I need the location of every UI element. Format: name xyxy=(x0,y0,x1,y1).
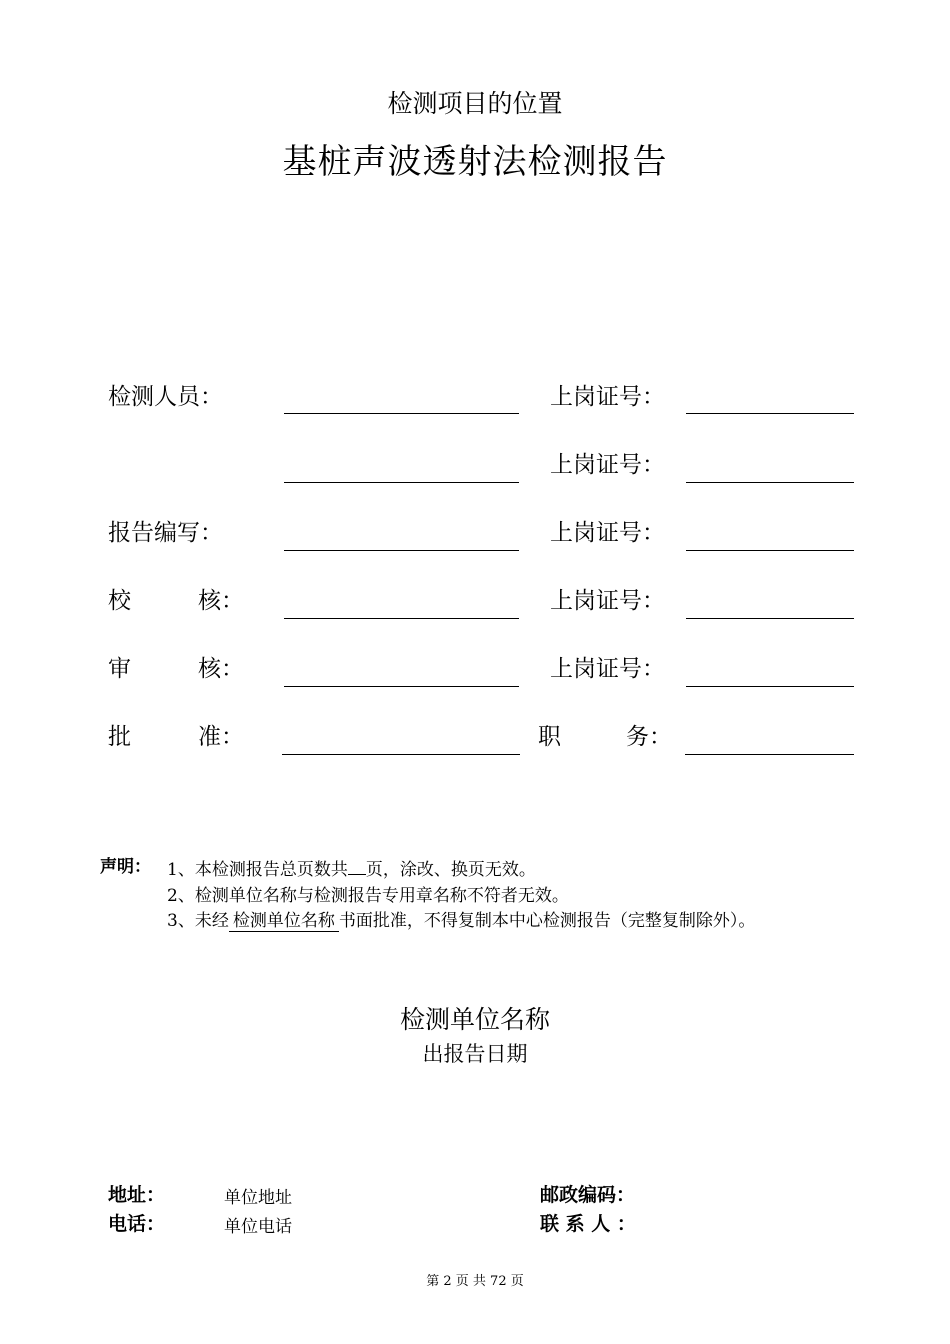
address-label: 地址： xyxy=(108,1184,166,1206)
report-date: 出报告日期 xyxy=(422,1042,528,1066)
cert-label-4: 上岗证号： xyxy=(550,588,665,614)
position-label-char-1: 职 xyxy=(538,724,561,750)
inspector-signature-line-2[interactable] xyxy=(284,482,519,483)
declaration-line-1-suffix: 页，涂改、换页无效。 xyxy=(365,860,536,880)
cert-number-line-5[interactable] xyxy=(686,686,854,687)
checker-label-char-2: 核： xyxy=(198,588,244,614)
approver-signature-line[interactable] xyxy=(282,754,520,755)
address-value: 单位地址 xyxy=(224,1188,292,1208)
page-number: 第 2 页 共 72 页 xyxy=(426,1274,524,1289)
report-title: 基桩声波透射法检测报告 xyxy=(282,142,668,182)
cert-number-line-4[interactable] xyxy=(686,618,854,619)
cert-label-5: 上岗证号： xyxy=(550,656,665,682)
phone-label: 电话： xyxy=(108,1213,166,1235)
cert-number-line-3[interactable] xyxy=(686,550,854,551)
declaration-line-2: 2、检测单位名称与检测报告专用章名称不符者无效。 xyxy=(167,886,569,906)
declaration-heading: 声明： xyxy=(100,857,151,877)
postcode-label: 邮政编码： xyxy=(540,1184,636,1206)
cert-label-2: 上岗证号： xyxy=(550,452,665,478)
declaration-line-3 xyxy=(167,906,755,932)
contact-label: 联 系 人 ： xyxy=(540,1213,636,1235)
page-count-blank[interactable] xyxy=(348,858,366,875)
declaration-org-name: 检测单位名称 xyxy=(229,906,339,932)
declaration-line-3-prefix: 3、未经 xyxy=(167,911,229,931)
reviewer-label-char-2: 核： xyxy=(198,656,244,682)
cert-label-1: 上岗证号： xyxy=(550,384,665,410)
issuer-org-name: 检测单位名称 xyxy=(399,1005,550,1034)
inspector-label: 检测人员： xyxy=(108,384,223,410)
writer-signature-line[interactable] xyxy=(284,550,519,551)
report-subtitle: 检测项目的位置 xyxy=(387,89,563,118)
reviewer-signature-line[interactable] xyxy=(284,686,519,687)
approver-label-char-1: 批 xyxy=(108,724,131,750)
cert-label-3: 上岗证号： xyxy=(550,520,665,546)
checker-signature-line[interactable] xyxy=(284,618,519,619)
inspector-signature-line[interactable] xyxy=(284,413,519,414)
checker-label-char-1: 校 xyxy=(108,588,131,614)
cert-number-line-2[interactable] xyxy=(686,482,854,483)
position-line[interactable] xyxy=(685,754,854,755)
cert-number-line-1[interactable] xyxy=(686,413,854,414)
approver-label-char-2: 准： xyxy=(198,724,244,750)
phone-value: 单位电话 xyxy=(224,1217,292,1237)
declaration-line-1-prefix: 1、本检测报告总页数共 xyxy=(167,860,348,880)
reviewer-label-char-1: 审 xyxy=(108,656,131,682)
declaration-line-1 xyxy=(167,855,536,880)
declaration-line-3-suffix: 书面批准，不得复制本中心检测报告（完整复制除外）。 xyxy=(338,911,756,931)
position-label-char-2: 务： xyxy=(626,724,672,750)
writer-label: 报告编写： xyxy=(108,520,223,546)
